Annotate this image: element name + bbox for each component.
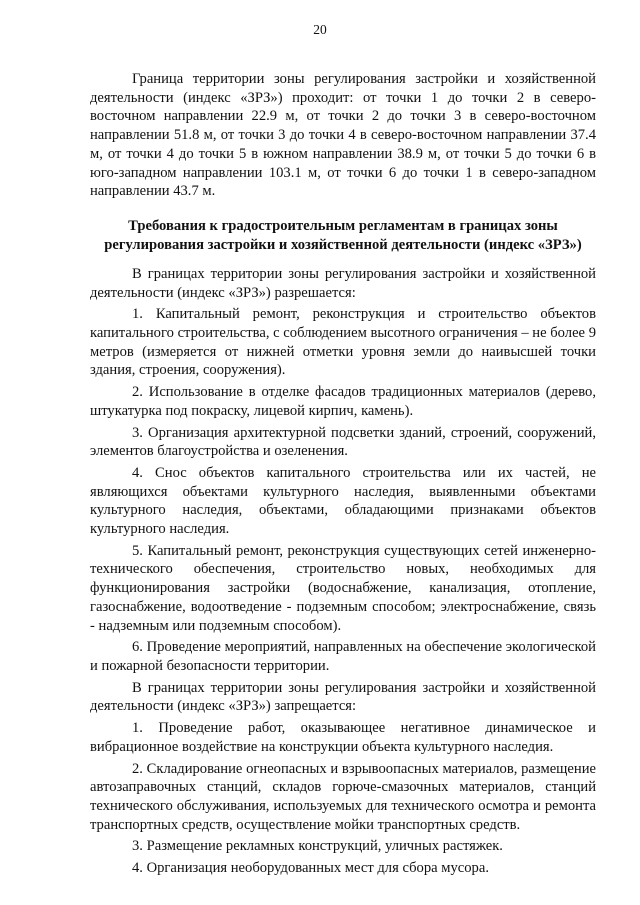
- prohibited-item-2: 2. Складирование огнеопасных и взрывоопасных материалов, размещение автозаправочных станций, складов горюче-смазочных материалов, станций технического обслуживания, используемых для технического осмотра и ремонта транспортных средств, осуществление мойки транспортных средств.: [90, 760, 596, 833]
- permitted-item-1: 1. Капитальный ремонт, реконструкция и строительство объектов капитального строительства, с соблюдением высотного ограничения – не более 9 метров (измеряется от нижней отметки уровня земли до наивысшей точки здания, строения, сооружения).: [90, 306, 596, 379]
- prohibited-item-4: 4. Организация необорудованных мест для сбора мусора.: [132, 860, 489, 877]
- boundary-description-paragraph: Граница территории зоны регулирования застройки и хозяйственной деятельности (индекс «ЗРЗ») проходит: от точки 1 до точки 2 в северо-восточном направлении 22.9 м, от точки 2 до точки 3 в северо-восточном направлении 51.8 м, от точки 3 до точки 4 в северо-восточном направлении 37.4 м, от точки 4 до точки 5 в южном направлении 38.9 м, от точки 5 до точки 6 в юго-западном направлении 103.1 м, от точки 6 до точки 1 в северо-западном направлении 43.7 м.: [90, 71, 596, 200]
- section-heading: Требования к градостроительным регламентам в границах зоны регулирования застройки и хозяйственной деятельности (индекс «ЗРЗ»): [104, 217, 582, 253]
- permitted-item-6: 6. Проведение мероприятий, направленных на обеспечение экологической и пожарной безопасности территории.: [90, 639, 596, 674]
- prohibited-item-1: 1. Проведение работ, оказывающее негативное динамическое и вибрационное воздействие на конструкции объекта культурного наследия.: [90, 720, 596, 755]
- permitted-item-5: 5. Капитальный ремонт, реконструкция существующих сетей инженерно-технического обеспечения, строительство новых, необходимых для функционирования застройки (водоснабжение, канализация, отопление, газоснабжение, водоотведение - подземным способом; электроснабжение, связь - надземным или подземным способом).: [90, 542, 596, 634]
- prohibited-intro-paragraph: В границах территории зоны регулирования застройки и хозяйственной деятельности (индекс «ЗРЗ») запрещается:: [90, 679, 596, 715]
- document-body: [90, 70, 596, 881]
- permitted-item-2: 2. Использование в отделке фасадов традиционных материалов (дерево, штукатурка под покраску, лицевой кирпич, камень).: [90, 384, 596, 419]
- permitted-item-3: 3. Организация архитектурной подсветки зданий, строений, сооружений, элементов благоустройства и озеленения.: [90, 424, 596, 460]
- prohibited-item-3: 3. Размещение рекламных конструкций, уличных растяжек.: [132, 838, 503, 855]
- page-number: 20: [313, 22, 327, 37]
- permitted-intro-paragraph: В границах территории зоны регулирования застройки и хозяйственной деятельности (индекс «ЗРЗ») разрешается:: [90, 265, 596, 301]
- permitted-item-4: 4. Снос объектов капитального строительства или их частей, не являющихся объектами культурного наследия, выявленными объектами культурного наследия, объектами, обладающими признаками объектов культурного наследия.: [90, 464, 596, 538]
